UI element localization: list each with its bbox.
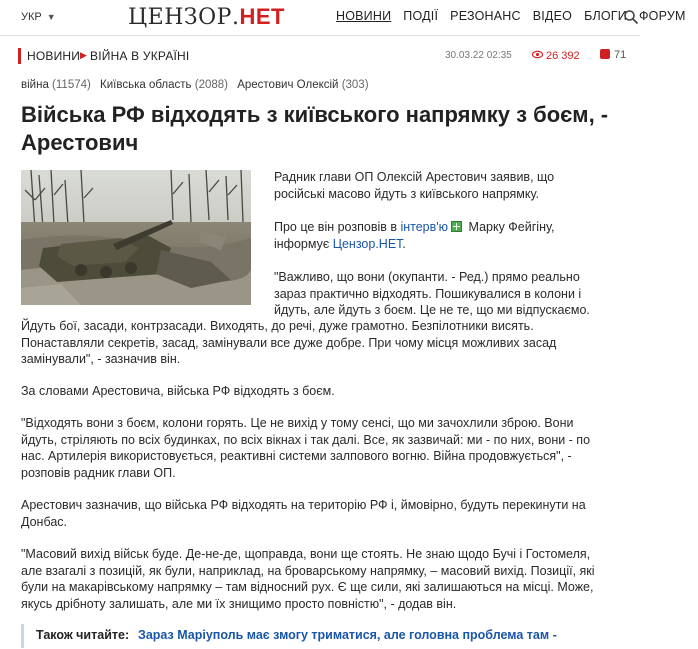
breadcrumb — [0, 44, 640, 68]
breadcrumb-accent-bar — [18, 48, 21, 64]
paragraph-donbas — [21, 497, 586, 530]
tag-count: (2088) — [194, 79, 228, 91]
text-line: "Важливо, що вони (окупанти. - Ред.) прямо реально — [274, 270, 580, 284]
tag-arestovych[interactable] — [237, 79, 368, 91]
text-line — [274, 219, 554, 236]
tag-list — [21, 79, 375, 91]
paragraph-quote-1-bottom — [21, 318, 556, 368]
tag-name: війна — [21, 79, 49, 91]
comment-icon — [600, 49, 610, 59]
paragraph-summary — [21, 383, 335, 400]
text-fragment: інформує — [274, 236, 333, 251]
text-line: За словами Арестовича, війська РФ відходять з боєм. — [21, 384, 335, 398]
paragraph-quote-2 — [21, 415, 590, 481]
site-logo[interactable] — [128, 4, 285, 30]
logo-accent-text: НЕТ — [239, 4, 285, 29]
nav-item-video[interactable]: ВІДЕО — [532, 9, 573, 23]
views-count: 26 392 — [546, 50, 580, 62]
nav-item-events[interactable]: ПОДІЇ — [403, 9, 439, 23]
text-line: розповів радник глави ОП. — [21, 465, 176, 480]
breadcrumb-item-news[interactable]: НОВИНИ — [27, 49, 81, 63]
logo-main-text: ЦЕНЗОР. — [128, 5, 240, 30]
text-line: замінували", - зазначив він. — [21, 352, 181, 366]
text-fragment: . — [402, 236, 406, 251]
main-nav — [336, 9, 698, 23]
text-line — [274, 236, 554, 253]
destroyed-tank-image — [21, 170, 251, 305]
text-line: йдуть, стріляють по всіх будинках, по всіх вікнах і так далі. Все, як зазвичай: ми - по них, вони - по — [21, 432, 591, 447]
text-line: Понаставляли секретів, засад, замінували все дуже добре. При чому місця можливих засад — [21, 335, 557, 350]
text-fragment: Марку Фейгіну, — [465, 220, 555, 234]
publish-date: 30.03.22 02:35 — [445, 50, 512, 61]
nav-item-forum[interactable]: ФОРУМ — [638, 9, 686, 23]
text-line: Радник глави ОП Олексій Арестович заявив, що — [274, 170, 555, 184]
eye-icon — [532, 49, 543, 60]
text-line: Арестович зазначив, що війська РФ відходять на територію РФ і, ймовірно, будуть перекинути на — [21, 498, 586, 512]
tag-war[interactable] — [21, 79, 91, 91]
text-line: були на макарівському напрямку – там відносний рух. Є ще сили, які залишаються на місці. Може, — [21, 580, 594, 594]
chevron-right-icon: ▶ — [80, 50, 87, 60]
paragraph-quote-1-top — [274, 269, 590, 319]
text-line: якусь дрібноту залишать, але ми їх знищимо просто повністю", - додав він. — [21, 596, 457, 611]
language-label: УКР — [21, 11, 42, 23]
article-title: Війська РФ відходять з київського напрямку з боєм, - Арестович — [21, 102, 609, 155]
also-read-label: Також читайте: — [36, 628, 130, 642]
text-line: Йдуть бої, засади, контрзасади. Виходять, до речі, дуже грамотно. Безпілотники висять. — [21, 319, 534, 333]
text-line: Донбас. — [21, 514, 68, 529]
text-line: зараз практично відходять. Пошикувалися в колони і — [274, 286, 582, 301]
chevron-down-icon: ▼ — [46, 12, 56, 22]
text-fragment: Про це він розповів в — [274, 220, 401, 234]
text-line: нас. Артилерія використовується, реактивні системи залпового вогню. Війна продовжується", - — [21, 449, 572, 463]
also-read-link[interactable]: Зараз Маріуполь має змогу триматися, але головна проблема там - — [138, 628, 557, 642]
nav-item-news[interactable]: НОВИНИ — [336, 9, 392, 23]
tag-kyiv-region[interactable] — [100, 79, 228, 91]
comments-counter[interactable] — [600, 49, 626, 61]
interview-link[interactable]: інтерв'ю — [400, 220, 449, 234]
tag-count: (11574) — [52, 79, 91, 91]
paragraph-source — [274, 219, 554, 252]
tag-name: Київська область — [100, 79, 192, 91]
text-line: російські масово йдуть з київського напрямку. — [274, 186, 539, 201]
language-selector[interactable] — [21, 11, 56, 23]
paragraph-intro — [274, 169, 554, 202]
tag-name: Арестович Олексій — [237, 79, 339, 91]
text-line: але взагалі з позицій, як були, наприклад, на броварському напрямку, – масовий вихід. Позиції, які — [21, 563, 595, 578]
comments-count: 71 — [614, 49, 627, 61]
paragraph-quote-3 — [21, 546, 595, 612]
text-line: йдуть, але йдуть з боєм. Це не те, що ми відпускаємо. — [274, 303, 590, 317]
article-photo[interactable] — [21, 170, 251, 305]
views-counter — [532, 49, 580, 62]
also-read-block — [21, 624, 621, 648]
text-line: "Масовий вихід військ буде. Де-не-де, щоправда, вони ще стоять. Не знаю щодо Бучі і Гостомеля, — [21, 547, 591, 561]
censor-net-link[interactable]: Цензор.НЕТ — [332, 236, 403, 251]
search-icon[interactable] — [623, 9, 639, 25]
nav-item-resonance[interactable]: РЕЗОНАНС — [450, 9, 521, 23]
breadcrumb-item-war[interactable]: ВІЙНА В УКРАЇНІ — [90, 49, 190, 63]
text-line: "Відходять вони з боєм, колони горять. Це не вихід у тому сенсі, що ми зачохлили зброю. Вони — [21, 416, 574, 430]
nav-item-blogs[interactable]: БЛОГИ — [584, 9, 627, 23]
top-navigation-bar — [0, 0, 686, 36]
tag-count: (303) — [341, 79, 369, 91]
video-plus-icon[interactable] — [451, 221, 462, 232]
